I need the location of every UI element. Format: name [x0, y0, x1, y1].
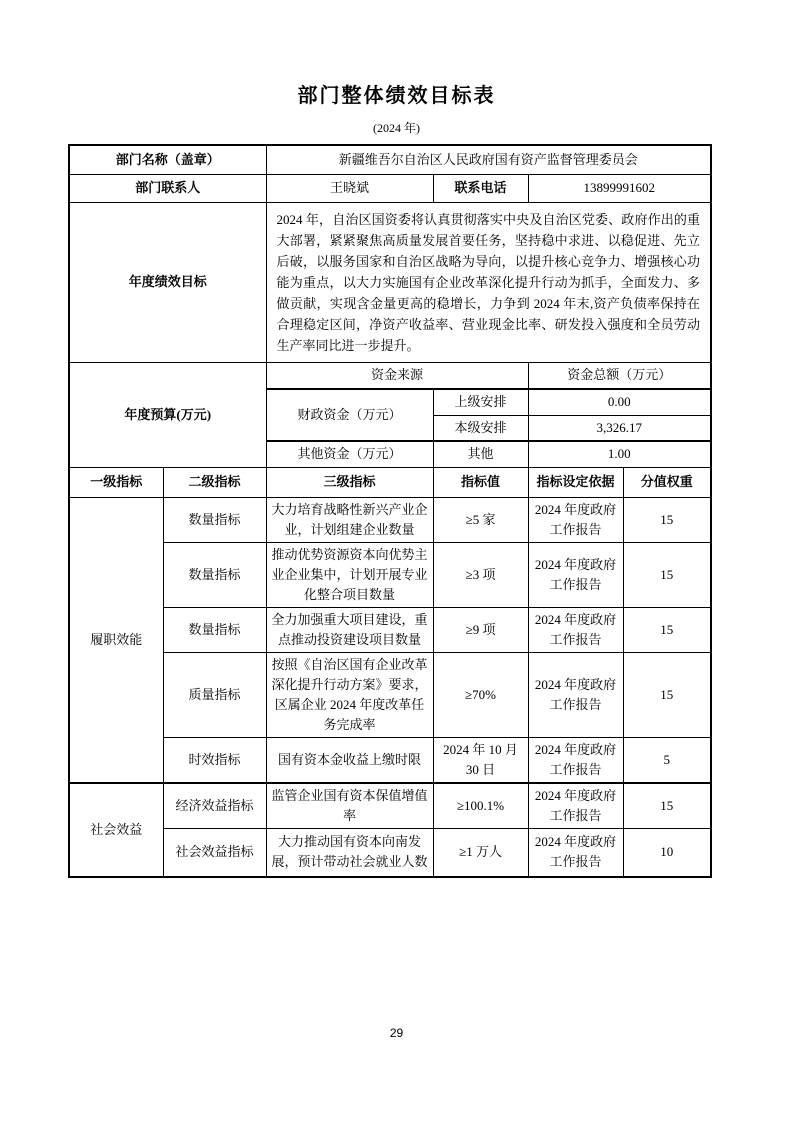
fiscal-funds-label: 财政资金（万元）	[266, 389, 433, 441]
dept-name-label: 部门名称（盖章）	[69, 145, 266, 174]
header-level1: 一级指标	[69, 467, 163, 497]
budget-label: 年度预算(万元)	[69, 362, 266, 467]
page-title: 部门整体绩效目标表	[297, 85, 496, 107]
contact-value: 王晓斌	[266, 174, 433, 202]
fund-source-header: 资金来源	[266, 362, 528, 389]
other-sub-label: 其他	[433, 441, 528, 467]
row-level2: 数量指标	[163, 497, 266, 542]
page-subtitle: (2024 年)	[373, 121, 420, 135]
row-level3: 大力推动国有资本向南发展，预计带动社会就业人数	[266, 828, 433, 877]
row-basis: 2024 年度政府工作报告	[528, 737, 623, 783]
row-level2: 质量指标	[163, 652, 266, 737]
own-arrangement-value: 3,326.17	[528, 415, 711, 441]
indicator-row	[69, 652, 711, 737]
annual-goal-text: 2024 年，自治区国资委将认真贯彻落实中央及自治区党委、政府作出的重大部署，紧紧聚焦高质量发展首要任务，坚持稳中求进、以稳促进、先立后破，以服务国家和自治区战略为导向，以提升核心竞争力、增强核心功能为重点，以大力实施国有企业改革深化提升行动为抓手，全面发力、多做贡献，实现含金量更高的稳增长，力争到 2024 年末,资产负债率保持在合理稳定区间，净资产收益率、营业现金比率、研发投入强度和全员劳动生产率同比进一步提升。	[266, 202, 711, 362]
indicator-row	[69, 783, 711, 829]
row-level3: 国有资本金收益上缴时限	[266, 737, 433, 783]
header-level2: 二级指标	[163, 467, 266, 497]
annual-goal-row	[69, 202, 711, 362]
row-level3: 全力加强重大项目建设，重点推动投资建设项目数量	[266, 607, 433, 652]
row-weight: 15	[623, 652, 711, 737]
other-funds-label: 其他资金（万元）	[266, 441, 433, 467]
dept-name-value: 新疆维吾尔自治区人民政府国有资产监督管理委员会	[266, 145, 711, 174]
row-value: ≥1 万人	[433, 828, 528, 877]
fund-total-header: 资金总额（万元）	[528, 362, 711, 389]
contact-label: 部门联系人	[69, 174, 266, 202]
annual-goal-label: 年度绩效目标	[69, 202, 266, 362]
indicator-row	[69, 607, 711, 652]
row-level2: 社会效益指标	[163, 828, 266, 877]
row-basis: 2024 年度政府工作报告	[528, 497, 623, 542]
indicator-row	[69, 828, 711, 877]
indicator-row	[69, 737, 711, 783]
phone-label: 联系电话	[433, 174, 528, 202]
row-value: 2024 年 10 月 30 日	[433, 737, 528, 783]
header-value: 指标值	[433, 467, 528, 497]
row-level2: 数量指标	[163, 607, 266, 652]
row-level3: 按照《自治区国有企业改革深化提升行动方案》要求，区属企业 2024 年度改革任务完成率	[266, 652, 433, 737]
group-social-benefit: 社会效益	[69, 783, 163, 878]
row-weight: 15	[623, 783, 711, 829]
row-value: ≥3 项	[433, 542, 528, 607]
row-value: ≥70%	[433, 652, 528, 737]
contact-row	[69, 174, 711, 202]
budget-header-row	[69, 362, 711, 389]
row-basis: 2024 年度政府工作报告	[528, 828, 623, 877]
row-weight: 15	[623, 607, 711, 652]
row-weight: 10	[623, 828, 711, 877]
row-level2: 时效指标	[163, 737, 266, 783]
group-performance: 履职效能	[69, 497, 163, 783]
row-value: ≥9 项	[433, 607, 528, 652]
upper-arrangement-value: 0.00	[528, 389, 711, 415]
indicator-row	[69, 497, 711, 542]
row-weight: 15	[623, 497, 711, 542]
header-level3: 三级指标	[266, 467, 433, 497]
row-weight: 15	[623, 542, 711, 607]
row-basis: 2024 年度政府工作报告	[528, 783, 623, 829]
indicator-header-row	[69, 467, 711, 497]
performance-target-table	[68, 144, 712, 878]
row-level3: 大力培育战略性新兴产业企业，计划组建企业数量	[266, 497, 433, 542]
header-weight: 分值权重	[623, 467, 711, 497]
other-funds-value: 1.00	[528, 441, 711, 467]
row-weight: 5	[623, 737, 711, 783]
row-basis: 2024 年度政府工作报告	[528, 652, 623, 737]
dept-name-row	[69, 145, 711, 174]
header-basis: 指标设定依据	[528, 467, 623, 497]
own-arrangement-label: 本级安排	[433, 415, 528, 441]
row-level3: 监管企业国有资本保值增值率	[266, 783, 433, 829]
row-basis: 2024 年度政府工作报告	[528, 542, 623, 607]
phone-value: 13899991602	[528, 174, 711, 202]
row-basis: 2024 年度政府工作报告	[528, 607, 623, 652]
indicator-row	[69, 542, 711, 607]
row-level3: 推动优势资源资本向优势主业企业集中，计划开展专业化整合项目数量	[266, 542, 433, 607]
row-level2: 经济效益指标	[163, 783, 266, 829]
upper-arrangement-label: 上级安排	[433, 389, 528, 415]
row-value: ≥5 家	[433, 497, 528, 542]
row-value: ≥100.1%	[433, 783, 528, 829]
page-number: 29	[389, 1026, 404, 1040]
row-level2: 数量指标	[163, 542, 266, 607]
